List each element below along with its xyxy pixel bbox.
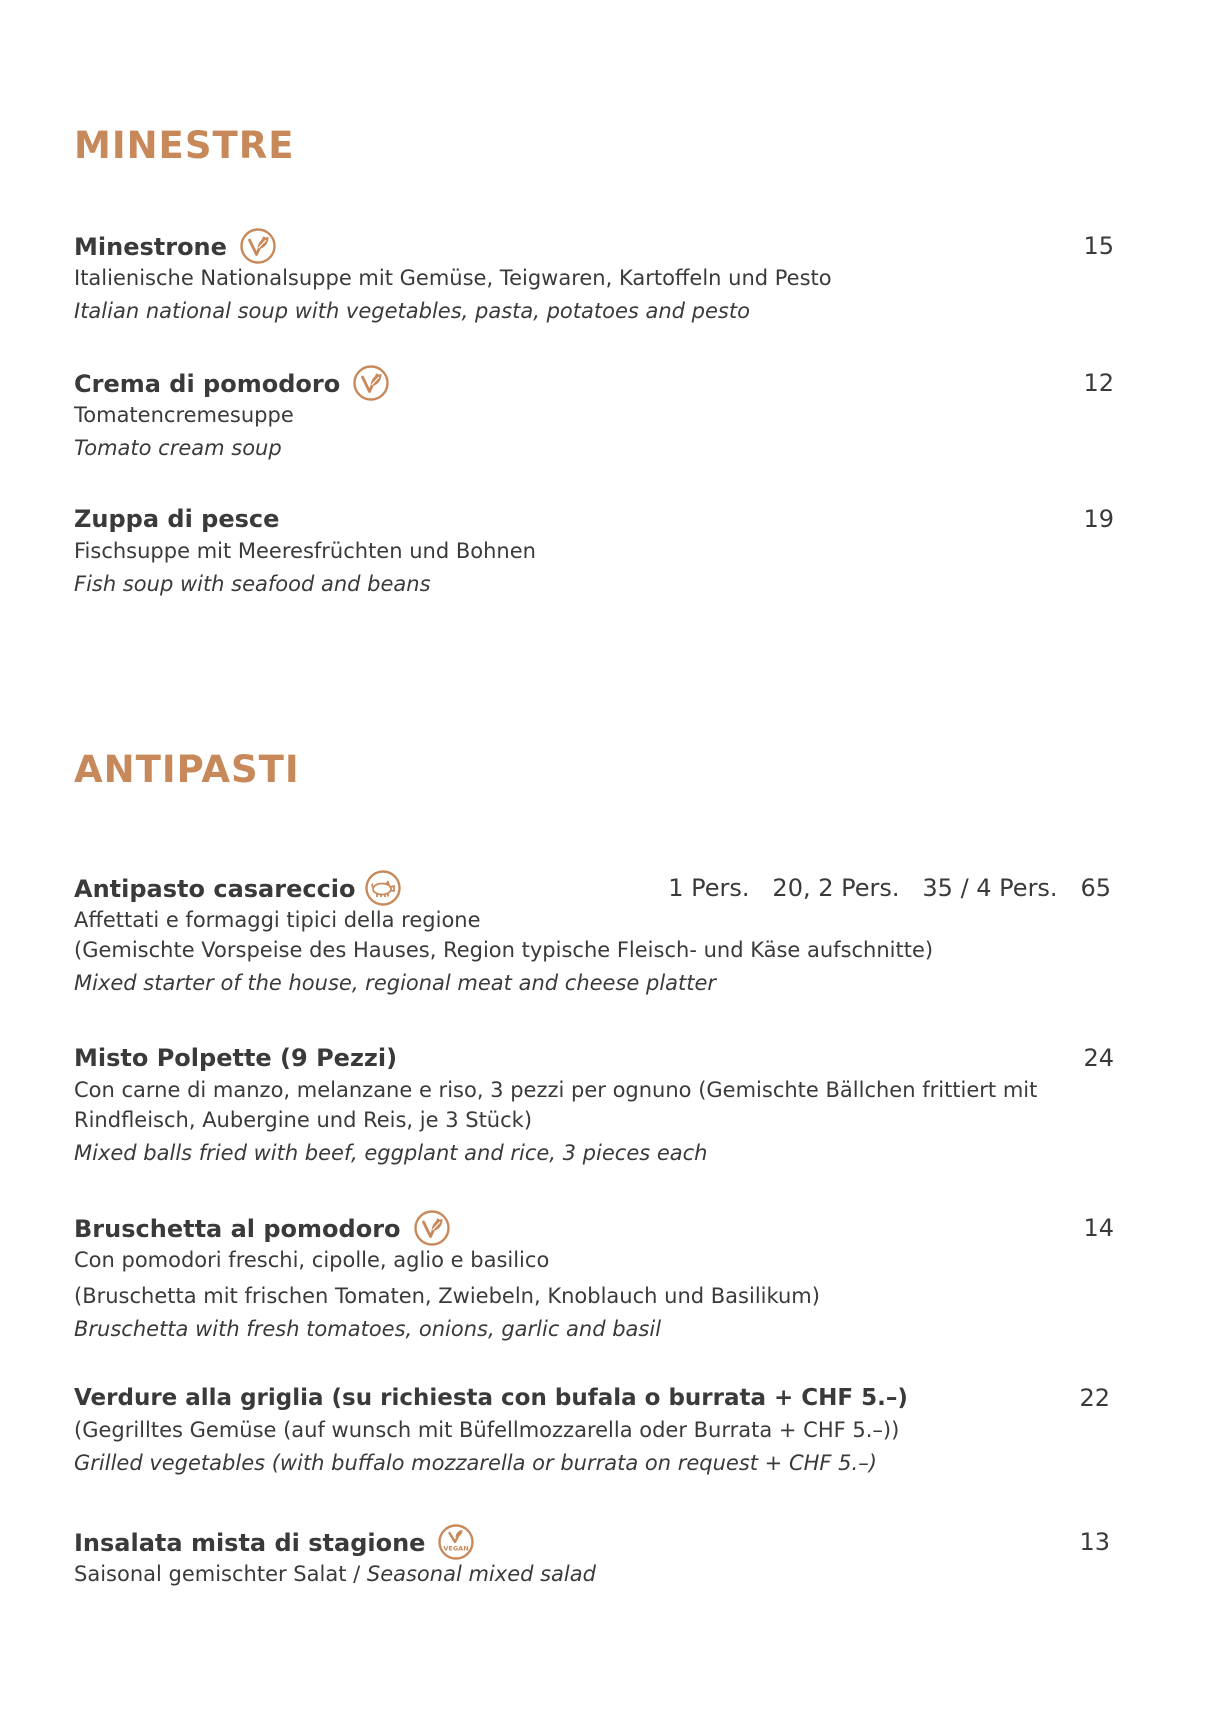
menu-item-crema-di-pomodoro: [74, 366, 1114, 463]
item-description-de: (Bruschetta mit frischen Tomaten, Zwiebeln, Knoblauch und Basilikum): [74, 1284, 820, 1308]
menu-item-misto-polpette: [74, 1041, 1114, 1168]
item-description-en: Seasonal mixed salad: [366, 1562, 596, 1586]
menu-item-insalata-mista: [74, 1525, 1114, 1589]
item-name: Zuppa di pesce: [74, 505, 280, 533]
item-description-en: Tomato cream soup: [74, 436, 282, 460]
item-description-en: Grilled vegetables (with buffalo mozzarella or burrata on request + CHF 5.–): [74, 1451, 877, 1475]
item-price: 19: [1083, 505, 1114, 533]
item-description-de: Fischsuppe mit Meeresfrüchten und Bohnen: [74, 539, 536, 563]
vegetarian-icon: [239, 227, 277, 265]
item-description-en: Bruschetta with fresh tomatoes, onions, garlic and basil: [74, 1317, 662, 1341]
menu-item-minestrone: [74, 229, 1114, 326]
item-price: 24: [1083, 1044, 1114, 1072]
menu-item-verdure-alla-griglia: [74, 1381, 1114, 1478]
item-description-it: Con pomodori freschi, cipolle, aglio e basilico: [74, 1248, 550, 1272]
item-name: Misto Polpette (9 Pezzi): [74, 1044, 398, 1072]
item-name: Crema di pomodoro: [74, 366, 390, 404]
item-price: 12: [1083, 369, 1114, 397]
item-description-de: Con carne di manzo, melanzane e riso, 3 pezzi per ognuno (Gemischte Bällchen frittiert mit Rindfleisch, Aubergine und Reis, je 3 Stück): [74, 1078, 1038, 1132]
vegetarian-icon: [352, 364, 390, 402]
item-price: 1 Pers. 20, 2 Pers. 35 / 4 Pers. 65: [668, 874, 1111, 902]
item-description-it: Affettati e formaggi tipici della regione: [74, 908, 481, 932]
vegetarian-icon: [413, 1209, 451, 1247]
item-name: Bruschetta al pomodoro: [74, 1211, 451, 1249]
menu-item-bruschetta-al-pomodoro: [74, 1211, 1114, 1344]
item-description-en: Mixed balls fried with beef, eggplant and rice, 3 pieces each: [74, 1141, 708, 1165]
item-description-de: (Gegrilltes Gemüse (auf wunsch mit Büfellmozzarella oder Burrata + CHF 5.–)): [74, 1418, 900, 1442]
item-description-de: Italienische Nationalsuppe mit Gemüse, Teigwaren, Kartoffeln und Pesto: [74, 266, 832, 290]
item-description-de: (Gemischte Vorspeise des Hauses, Region typische Fleisch- und Käse aufschnitte): [74, 938, 934, 962]
pork-icon: [364, 869, 402, 907]
vegan-icon: [437, 1523, 475, 1561]
menu-item-zuppa-di-pesce: [74, 502, 1114, 599]
item-description-de: Tomatencremesuppe: [74, 403, 294, 427]
svg-text:VEGAN: VEGAN: [443, 1544, 470, 1553]
item-description-de: Saisonal gemischter Salat /: [74, 1562, 367, 1586]
item-name: Insalata mista di stagione VEGAN: [74, 1525, 475, 1563]
section-title-minestre: MINESTRE: [74, 124, 295, 167]
item-description-en: Italian national soup with vegetables, pasta, potatoes and pesto: [74, 299, 750, 323]
item-name: Verdure alla griglia (su richiesta con bufala o burrata + CHF 5.–): [74, 1385, 908, 1411]
item-description: [74, 1559, 1114, 1589]
item-price: 22: [1079, 1384, 1110, 1412]
section-title-antipasti: ANTIPASTI: [74, 748, 300, 791]
item-name: Antipasto casareccio: [74, 871, 402, 909]
item-name: Minestrone: [74, 229, 277, 267]
menu-item-antipasto-casareccio: [74, 871, 1114, 998]
item-description-en: Fish soup with seafood and beans: [74, 572, 431, 596]
item-description-en: Mixed starter of the house, regional meat and cheese platter: [74, 971, 717, 995]
item-price: 15: [1083, 232, 1114, 260]
item-price: 13: [1079, 1528, 1110, 1556]
item-price: 14: [1083, 1214, 1114, 1242]
